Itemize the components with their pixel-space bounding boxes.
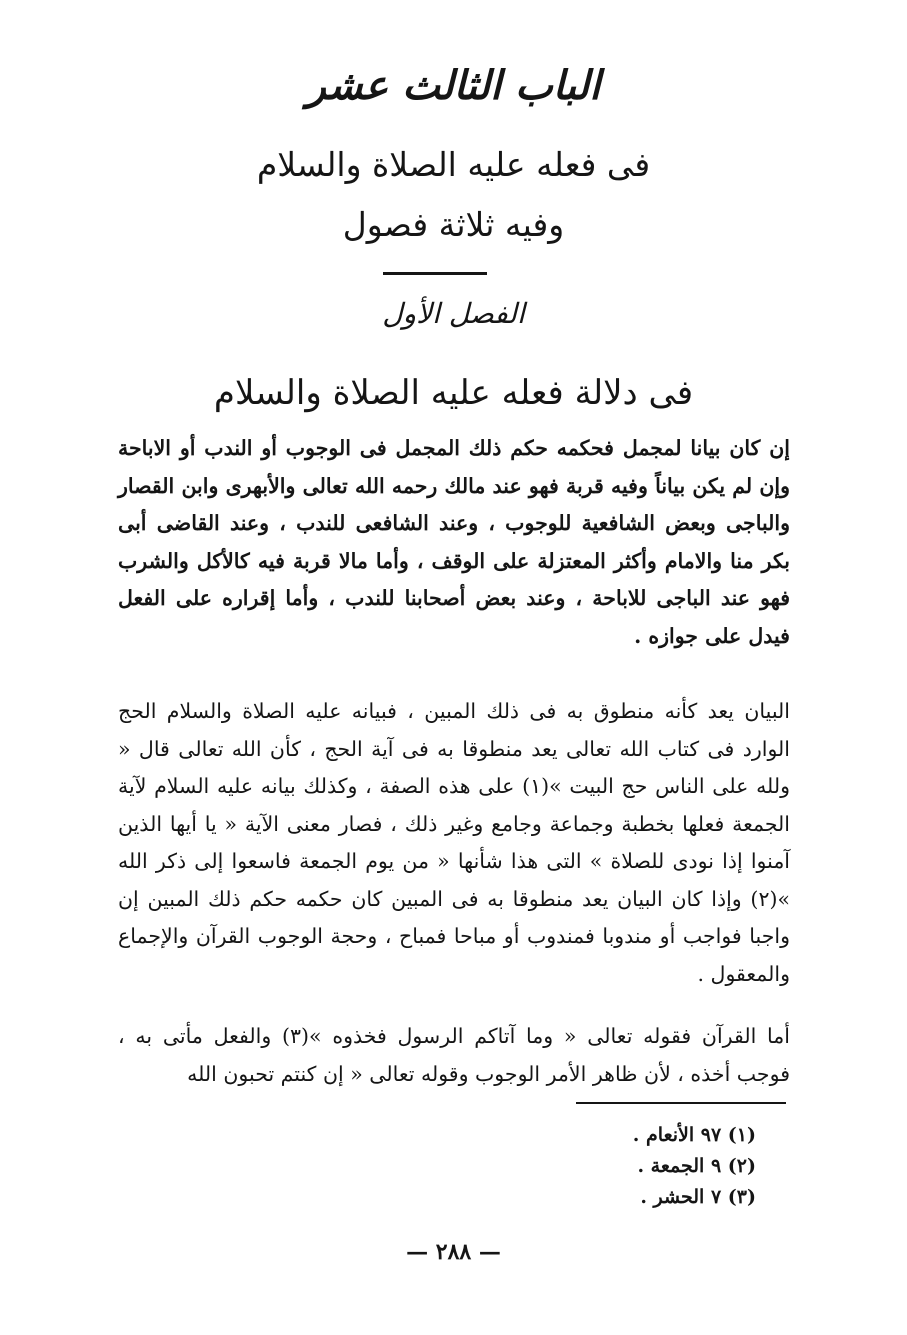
chapter-subtitle: فى فعله عليه الصلاة والسلام xyxy=(256,145,651,184)
chapter-sections-note: وفيه ثلاثة فصول xyxy=(342,205,565,244)
footnote-3: (٣) ٧ الحشر . xyxy=(640,1186,756,1208)
section-subtitle: فى دلالة فعله عليه الصلاة والسلام xyxy=(213,373,694,413)
paragraph-1: إن كان بيانا لمجمل فحكمه حكم ذلك المجمل فى الوجوب أو الندب أو الاباحة وإن لم يكن بياناً وفيه قربة فهو عند مالك رحمه الله تعالى والأبهرى وابن القصار والباجى وبعض الشافعية للوجوب ، وعند الشافعى للندب ، وعند القاضى أبى بكر منا والامام وأكثر المعتزلة على الوقف ، وأما مالا قربة فيه كالأكل والشرب فهو عند الباجى للاباحة ، وعند بعض أصحابنا للندب ، وأما إقراره على الفعل فيدل على جوازه . xyxy=(118,436,790,648)
paragraph-3: أما القرآن فقوله تعالى « وما آتاكم الرسول فخذوه »(٣) والفعل مأتى به ، فوجب أخذه ، لأن ظاهر الأمر الوجوب وقوله تعالى « إن كنتم تحبون الله xyxy=(118,1024,790,1086)
footnotes xyxy=(560,1120,756,1213)
footnote-1: (١) ٩٧ الأنعام . xyxy=(632,1124,756,1146)
title-divider xyxy=(383,272,487,275)
section-title: الفصل الأول xyxy=(382,297,525,330)
footnote-2: (٢) ٩ الجمعة . xyxy=(637,1155,756,1177)
footnote-divider xyxy=(576,1102,786,1104)
paragraph-2: البيان يعد كأنه منطوق به فى ذلك المبين ، فبيانه عليه الصلاة والسلام الحج الوارد فى كتاب الله تعالى يعد منطوقا به فى آية الحج ، كأن الله تعالى قال « ولله على الناس حج البيت »(١) على هذه الصفة ، وكذلك بيانه عليه السلام لآية الجمعة فعلها بخطبة وجماعة وجامع وغير ذلك ، فصار معنى الآية « يا أيها الذين آمنوا إذا نودى للصلاة » التى هذا شأنها « من يوم الجمعة فاسعوا إلى ذكر الله »(٢) وإذا كان البيان يعد منطوقا به فى المبين كان حكمه حكم ذلك المبين إن واجبا فواجب أو مندوبا فمندوب أو مباحا فمباح ، وحجة الوجوب القرآن والإجماع والمعقول . xyxy=(118,699,790,986)
chapter-title: الباب الثالث عشر xyxy=(306,62,601,109)
page-number: — ٢٨٨ — xyxy=(406,1239,501,1265)
